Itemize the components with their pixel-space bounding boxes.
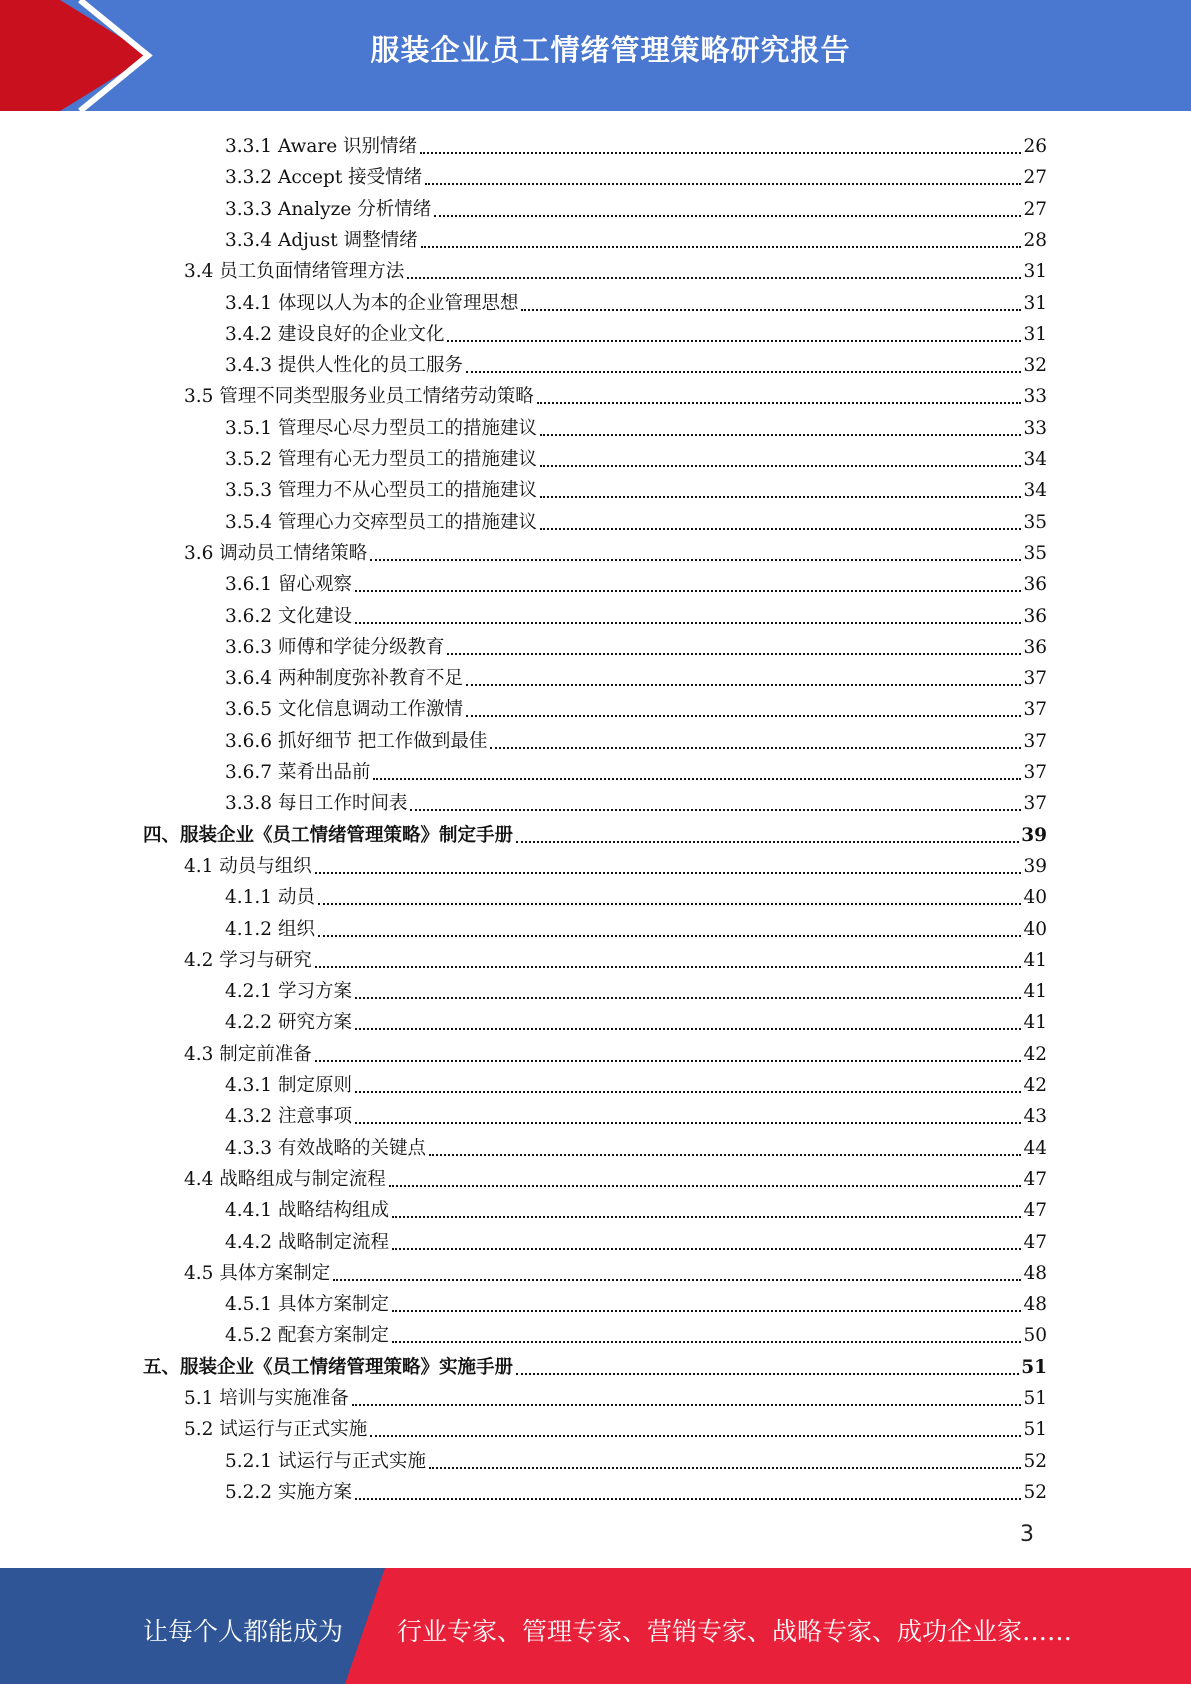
toc-dot-leader: [434, 215, 1021, 217]
toc-dot-leader: [421, 246, 1022, 248]
toc-dot-leader: [318, 935, 1022, 937]
toc-dot-leader: [333, 1279, 1021, 1281]
toc-entry[interactable]: [184, 534, 1047, 565]
toc-entry[interactable]: [225, 597, 1047, 628]
toc-entry[interactable]: [225, 1003, 1047, 1034]
toc-dot-leader: [355, 997, 1022, 999]
toc-entry[interactable]: [225, 471, 1047, 502]
toc-entry[interactable]: [225, 1285, 1047, 1316]
toc-entry[interactable]: [225, 346, 1047, 377]
toc-entry-title: 3.3.1 Aware 识别情绪: [225, 136, 418, 157]
toc-entry-title: 4.4.1 战略结构组成: [225, 1200, 389, 1222]
toc-entry-page: 37: [1023, 699, 1047, 721]
toc-entry[interactable]: [225, 1442, 1047, 1473]
toc-entry[interactable]: [225, 409, 1047, 440]
toc-entry-title: 4.2 学习与研究: [184, 949, 312, 971]
toc-entry[interactable]: [225, 1316, 1047, 1347]
toc-entry-title: 3.3.2 Accept 接受情绪: [225, 167, 423, 189]
toc-entry-title: 3.4.2 建设良好的企业文化: [225, 323, 445, 345]
toc-entry-page: 52: [1023, 1481, 1047, 1503]
toc-dot-leader: [355, 1122, 1022, 1124]
toc-entry-page: 51: [1021, 1356, 1047, 1378]
toc-entry-title: 3.6.5 文化信息调动工作激情: [225, 699, 463, 721]
toc-entry-title: 5.2.1 试运行与正式实施: [225, 1450, 426, 1472]
toc-entry-title: 5.1 培训与实施准备: [184, 1388, 349, 1409]
toc-entry[interactable]: [184, 1379, 1047, 1410]
toc-entry-page: 37: [1023, 793, 1047, 815]
toc-entry-title: 3.5 管理不同类型服务业员工情绪劳动策略: [184, 386, 534, 408]
toc-entry-page: 35: [1023, 511, 1047, 533]
toc-entry[interactable]: [225, 972, 1047, 1003]
toc-dot-leader: [420, 152, 1021, 154]
toc-entry-page: 31: [1023, 292, 1047, 314]
toc-entry[interactable]: [225, 753, 1047, 784]
toc-entry-title: 五、服装企业《员工情绪管理策略》实施手册: [143, 1356, 514, 1378]
toc-entry-title: 3.6.2 文化建设: [225, 605, 352, 627]
toc-entry-page: 31: [1023, 261, 1047, 283]
toc-entry-title: 3.4.1 体现以人为本的企业管理思想: [225, 292, 519, 314]
toc-dot-leader: [540, 434, 1021, 436]
toc-entry[interactable]: [225, 910, 1047, 941]
toc-entry-page: 39: [1021, 824, 1047, 846]
toc-entry[interactable]: [225, 158, 1047, 189]
toc-dot-leader: [392, 1216, 1021, 1218]
toc-entry-page: 47: [1023, 1200, 1047, 1222]
toc-entry-page: 44: [1023, 1137, 1047, 1159]
toc-entry[interactable]: [225, 1129, 1047, 1160]
toc-dot-leader: [410, 809, 1021, 811]
toc-entry[interactable]: [225, 565, 1047, 596]
toc-dot-leader: [355, 1028, 1022, 1030]
toc-dot-leader: [315, 1060, 1022, 1062]
toc-dot-leader: [466, 684, 1021, 686]
toc-entry-title: 3.3.4 Adjust 调整情绪: [225, 229, 418, 251]
toc-entry-title: 3.6.7 菜肴出品前: [225, 762, 371, 783]
toc-entry-page: 48: [1023, 1262, 1047, 1284]
toc-entry-title: 5.2.2 实施方案: [225, 1481, 352, 1503]
toc-entry-page: 40: [1023, 918, 1047, 940]
toc-dot-leader: [407, 277, 1021, 279]
toc-dot-leader: [370, 559, 1021, 561]
toc-dot-leader: [315, 872, 1022, 874]
toc-entry[interactable]: [225, 1066, 1047, 1097]
toc-entry[interactable]: [225, 1191, 1047, 1222]
toc-entry-page: 48: [1023, 1294, 1047, 1316]
footer-slogan-left: 让每个人都能成为: [143, 1617, 344, 1646]
toc-entry-title: 4.4.2 战略制定流程: [225, 1231, 389, 1253]
toc-dot-leader: [540, 496, 1021, 498]
toc-entry-page: 26: [1023, 136, 1047, 157]
toc-entry[interactable]: [184, 1410, 1047, 1441]
toc-entry[interactable]: [225, 878, 1047, 909]
toc-entry[interactable]: [225, 784, 1047, 815]
toc-entry-page: 50: [1023, 1325, 1047, 1347]
toc-entry-page: 32: [1023, 355, 1047, 377]
toc-dot-leader: [466, 715, 1021, 717]
toc-dot-leader: [429, 1467, 1021, 1469]
toc-entry-page: 52: [1023, 1450, 1047, 1472]
toc-entry-title: 3.5.4 管理心力交瘁型员工的措施建议: [225, 511, 537, 533]
toc-entry-title: 4.4 战略组成与制定流程: [184, 1168, 386, 1190]
toc-entry[interactable]: [225, 1223, 1047, 1254]
toc-entry-page: 28: [1023, 229, 1047, 251]
toc-entry-page: 31: [1023, 323, 1047, 345]
toc-dot-leader: [447, 340, 1021, 342]
toc-entry-page: 34: [1023, 449, 1047, 470]
document-title: 服装企业员工情绪管理策略研究报告: [370, 33, 851, 67]
toc-entry[interactable]: [184, 847, 1047, 878]
toc-dot-leader: [373, 778, 1021, 780]
toc-entry[interactable]: [143, 816, 1047, 847]
toc-entry-page: 37: [1023, 668, 1047, 690]
toc-entry-page: 36: [1023, 605, 1047, 627]
toc-entry-title: 3.6.3 师傅和学徒分级教育: [225, 636, 445, 658]
toc-entry[interactable]: [225, 503, 1047, 534]
toc-entry-title: 3.3.3 Analyze 分析情绪: [225, 198, 432, 220]
toc-entry[interactable]: [225, 284, 1047, 315]
toc-entry[interactable]: [225, 1473, 1047, 1504]
toc-entry-title: 5.2 试运行与正式实施: [184, 1419, 368, 1441]
toc-entry-title: 4.5 具体方案制定: [184, 1262, 331, 1284]
toc-entry-page: 42: [1023, 1043, 1047, 1065]
toc-dot-leader: [540, 465, 1021, 467]
toc-dot-leader: [355, 622, 1022, 624]
page-header: [0, 0, 1191, 111]
toc-entry[interactable]: [184, 1035, 1047, 1066]
toc-dot-leader: [370, 1435, 1021, 1437]
toc-dot-leader: [355, 1091, 1022, 1093]
toc-entry[interactable]: [184, 1160, 1047, 1191]
toc-dot-leader: [425, 183, 1021, 185]
toc-entry-page: 34: [1023, 480, 1047, 502]
toc-entry-page: 37: [1023, 762, 1047, 783]
toc-entry[interactable]: [184, 1254, 1047, 1285]
toc-entry-title: 4.3.1 制定原则: [225, 1075, 352, 1096]
toc-entry-page: 41: [1023, 981, 1047, 1003]
toc-dot-leader: [516, 1373, 1019, 1375]
toc-entry-title: 4.1.2 组织: [225, 918, 315, 940]
toc-entry-title: 3.6.4 两种制度弥补教育不足: [225, 668, 463, 690]
toc-dot-leader: [447, 653, 1021, 655]
toc-entry-title: 3.5.2 管理有心无力型员工的措施建议: [225, 449, 537, 470]
toc-dot-leader: [537, 402, 1022, 404]
toc-entry-title: 3.5.1 管理尽心尽力型员工的措施建议: [225, 417, 537, 439]
toc-entry[interactable]: [184, 941, 1047, 972]
toc-entry-page: 43: [1023, 1106, 1047, 1128]
toc-dot-leader: [355, 590, 1022, 592]
toc-entry[interactable]: [225, 628, 1047, 659]
toc-entry[interactable]: [225, 722, 1047, 753]
toc-dot-leader: [352, 1404, 1022, 1406]
toc-dot-leader: [429, 1154, 1021, 1156]
toc-entry[interactable]: [225, 659, 1047, 690]
toc-entry-title: 3.6 调动员工情绪策略: [184, 542, 368, 564]
toc-entry-page: 33: [1023, 386, 1047, 408]
toc-entry-title: 四、服装企业《员工情绪管理策略》制定手册: [143, 824, 514, 846]
toc-entry-page: 35: [1023, 542, 1047, 564]
toc-entry-page: 41: [1023, 1012, 1047, 1034]
toc-entry-page: 40: [1023, 887, 1047, 909]
toc-entry[interactable]: [184, 252, 1047, 283]
toc-dot-leader: [392, 1310, 1021, 1312]
toc-dot-leader: [392, 1341, 1021, 1343]
toc-dot-leader: [315, 966, 1022, 968]
toc-entry[interactable]: [225, 221, 1047, 252]
footer-slogan-right: 行业专家、管理专家、营销专家、战略专家、成功企业家……: [397, 1617, 1073, 1646]
toc-entry-page: 36: [1023, 636, 1047, 658]
toc-entry-title: 3.4.3 提供人性化的员工服务: [225, 355, 463, 377]
toc-entry-page: 36: [1023, 574, 1047, 596]
toc-dot-leader: [355, 1498, 1022, 1500]
toc-entry[interactable]: [225, 690, 1047, 721]
toc-entry[interactable]: [225, 440, 1047, 471]
toc-entry-page: 37: [1023, 730, 1047, 752]
toc-entry[interactable]: [225, 190, 1047, 221]
toc-entry-page: 47: [1023, 1231, 1047, 1253]
toc-entry[interactable]: [184, 377, 1047, 408]
page-footer: [0, 1568, 1191, 1684]
toc-entry-page: 27: [1023, 167, 1047, 189]
toc-entry-page: 51: [1023, 1419, 1047, 1441]
toc-entry-title: 3.5.3 管理力不从心型员工的措施建议: [225, 480, 537, 502]
toc-entry-title: 4.1 动员与组织: [184, 855, 312, 877]
toc-dot-leader: [516, 841, 1019, 843]
toc-entry[interactable]: [225, 315, 1047, 346]
toc-entry-title: 3.3.8 每日工作时间表: [225, 793, 408, 815]
toc-dot-leader: [490, 747, 1021, 749]
page-number: 3: [1020, 1522, 1034, 1547]
toc-entry-title: 4.2.1 学习方案: [225, 981, 352, 1003]
toc-entry[interactable]: [225, 127, 1047, 158]
toc-entry-title: 4.5.1 具体方案制定: [225, 1294, 389, 1316]
toc-entry-page: 47: [1023, 1168, 1047, 1190]
toc-entry-title: 4.5.2 配套方案制定: [225, 1325, 389, 1347]
toc-entry-page: 51: [1023, 1388, 1047, 1409]
toc-dot-leader: [466, 371, 1021, 373]
toc-dot-leader: [392, 1248, 1021, 1250]
toc-entry-title: 4.3.2 注意事项: [225, 1106, 352, 1128]
toc-dot-leader: [521, 309, 1021, 311]
toc-dot-leader: [318, 903, 1022, 905]
toc-entry-page: 33: [1023, 417, 1047, 439]
toc-entry-title: 4.3.3 有效战略的关键点: [225, 1137, 426, 1159]
toc-dot-leader: [389, 1185, 1022, 1187]
toc-entry-page: 41: [1023, 949, 1047, 971]
toc-dot-leader: [540, 528, 1021, 530]
toc-entry-title: 3.4 员工负面情绪管理方法: [184, 261, 405, 283]
toc-entry-page: 42: [1023, 1075, 1047, 1096]
toc-entry-page: 27: [1023, 198, 1047, 220]
toc-entry[interactable]: [143, 1348, 1047, 1379]
toc-entry-title: 3.6.6 抓好细节 把工作做到最佳: [225, 730, 488, 752]
toc-entry-title: 4.1.1 动员: [225, 887, 315, 909]
toc-entry-title: 4.2.2 研究方案: [225, 1012, 352, 1034]
toc-entry-title: 3.6.1 留心观察: [225, 574, 352, 596]
toc-entry-title: 4.3 制定前准备: [184, 1043, 312, 1065]
toc-entry[interactable]: [225, 1097, 1047, 1128]
toc-entry-page: 39: [1023, 855, 1047, 877]
